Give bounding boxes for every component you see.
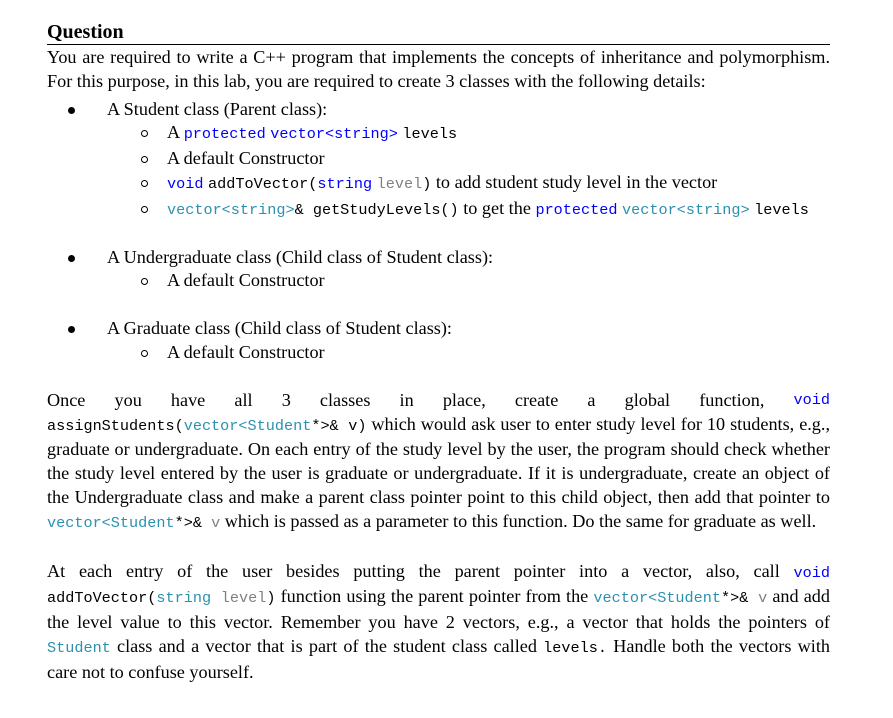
graduate-members: [107, 341, 830, 365]
code-type: string: [156, 589, 212, 608]
question-heading: Question: [47, 21, 124, 43]
spacer: [47, 293, 830, 317]
circle-bullet-icon: [141, 206, 148, 213]
list-item-student-class: [47, 98, 830, 223]
bullet-icon: [68, 326, 75, 333]
code-function: addToVector(: [47, 589, 157, 608]
student-class-label: A Student class (Parent class):: [107, 98, 328, 119]
spacer: [47, 223, 830, 246]
word: a: [587, 389, 596, 410]
question-document: [47, 21, 830, 685]
paragraph-text: Handle both the vectors with care not to confuse yourself.: [47, 635, 830, 682]
member-default-constructor: [47, 341, 830, 365]
code-punct: *>&: [311, 416, 349, 435]
heading-rule: [47, 44, 830, 45]
circle-bullet-icon: [141, 180, 148, 187]
word: global: [624, 389, 671, 410]
member-default-constructor: [47, 147, 830, 171]
code-identifier: levels: [402, 125, 458, 144]
code-param: level: [376, 174, 423, 193]
member-text: to add student study level in the vector: [435, 171, 718, 192]
paragraph-text: which is passed as a parameter to this function. Do the same for graduate as well.: [220, 510, 817, 531]
student-members: [107, 121, 830, 222]
code-param: v: [348, 416, 358, 435]
spacer: [47, 365, 830, 389]
undergraduate-members: [107, 269, 830, 293]
member-get-study-levels: [47, 197, 830, 223]
list-item-graduate-class: [47, 317, 830, 365]
class-list: [47, 98, 830, 365]
paragraph-body: [47, 413, 830, 536]
word: 3: [281, 389, 291, 410]
paragraph-text: function using the parent pointer from the: [275, 586, 594, 607]
member-prefix: A: [167, 122, 180, 143]
code-punct: ): [266, 589, 276, 608]
member-text: A default Constructor: [167, 148, 325, 169]
word: create: [514, 389, 559, 410]
code-function: assignStudents(: [47, 416, 184, 435]
code-param: v: [211, 513, 221, 532]
word: you: [114, 389, 142, 410]
spacer: [47, 536, 830, 560]
add-to-vector-paragraph: [47, 560, 830, 685]
member-text: A default Constructor: [167, 270, 325, 291]
code-identifier: levels: [754, 200, 809, 219]
code-keyword: void: [793, 563, 830, 582]
code-function: addToVector(: [208, 174, 318, 193]
circle-bullet-icon: [141, 156, 148, 163]
code-param: level: [211, 589, 267, 608]
word: classes: [319, 389, 371, 410]
code-type: vector<string>: [622, 200, 750, 219]
code-type: vector<string>: [167, 200, 295, 219]
code-punct: ): [357, 416, 367, 435]
list-item-undergraduate-class: [47, 246, 830, 294]
member-text: to get the: [463, 197, 531, 218]
member-text: A default Constructor: [167, 341, 325, 362]
code-param: v: [758, 589, 768, 608]
code-type: Student: [47, 638, 111, 657]
assign-students-paragraph: [47, 389, 830, 536]
code-punct: *>&: [721, 589, 759, 608]
code-type: vector<Student: [47, 513, 175, 532]
code-type: vector<Student: [183, 416, 312, 435]
paragraph-text: and add the level value to this vector. Remember you have 2 vectors, e.g., a vector that holds the pointers of: [47, 586, 830, 633]
circle-bullet-icon: [141, 130, 148, 137]
undergraduate-class-label: A Undergraduate class (Child class of Student class):: [107, 246, 494, 267]
code-identifier: levels.: [543, 638, 607, 657]
circle-bullet-icon: [141, 278, 148, 285]
paragraph-text: class and a vector that is part of the student class called: [110, 635, 544, 656]
word: Once: [47, 389, 86, 410]
code-punct: *>&: [174, 513, 212, 532]
code-keyword: protected: [535, 200, 618, 219]
code-keyword: void: [167, 174, 204, 193]
bullet-icon: [68, 107, 75, 114]
circle-bullet-icon: [141, 350, 148, 357]
intro-paragraph: You are required to write a C++ program that implements the concepts of inheritance and polymorphism. For this purpose, in this lab, you are required to create 3 classes with the following details:: [47, 47, 830, 91]
code-keyword: void: [793, 390, 830, 409]
member-levels: [47, 121, 830, 147]
justified-first-line: [47, 389, 830, 413]
code-type: vector<Student: [593, 589, 721, 608]
code-keyword: protected: [183, 125, 266, 144]
paragraph-text: At each entry of the user besides putting the parent pointer into a vector, also, call: [47, 560, 794, 581]
code-type: vector<string>: [270, 125, 398, 144]
code-type: string: [317, 174, 373, 193]
code-punct: ): [422, 174, 432, 193]
word: place,: [442, 389, 486, 410]
word: in: [399, 389, 414, 410]
code-function: & getStudyLevels(): [294, 200, 459, 219]
member-default-constructor: [47, 269, 830, 293]
paragraph-text: which would ask user to enter study level for 10 students, e.g., graduate or undergraduate. On each entry of the study level by the user, the program should check whether the study level entered by the user is graduate or undergraduate. If it is undergraduate, create an object of the Undergraduate class and make a parent class pointer point to this child object, then add that pointer to: [47, 413, 830, 507]
word: have: [170, 389, 206, 410]
member-add-to-vector: [47, 171, 830, 197]
word: all: [234, 389, 253, 410]
graduate-class-label: A Graduate class (Child class of Student class):: [107, 318, 452, 339]
bullet-icon: [68, 255, 75, 262]
word: function,: [699, 389, 765, 410]
